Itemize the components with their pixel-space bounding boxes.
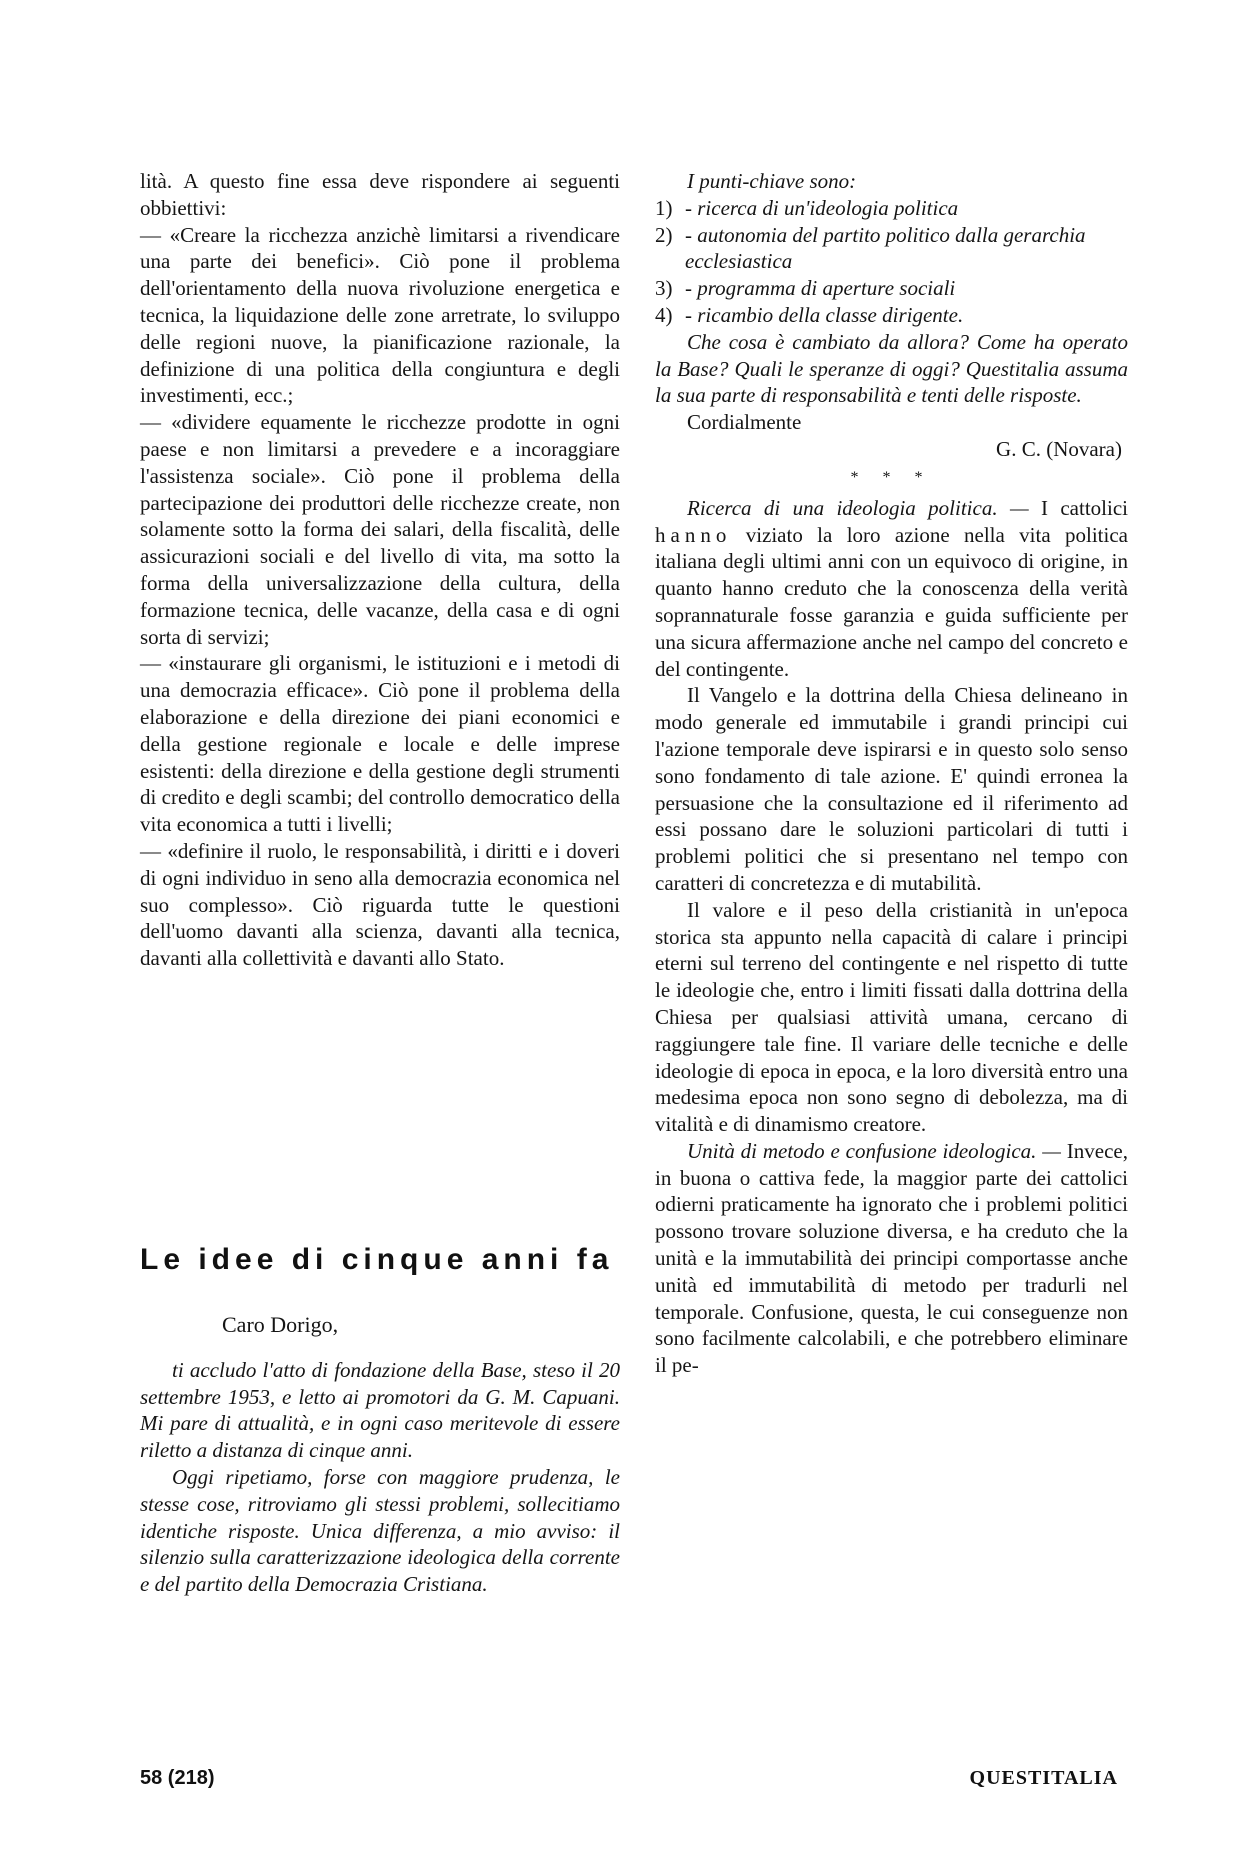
objective-item-3: — «instaurare gli organismi, le istituzioni e i metodi di una democrazia efficace». Ciò pone il problema della elaborazione e della direzione dei piani economici e della gestione regionale e locale e delle imprese esistenti: della direzione e della gestione degli strumenti di credito e degli scambi; del controllo democratico della vita economica a tutti i livelli; — [140, 651, 620, 837]
letter — [140, 1312, 620, 1598]
key-number: 3) — [655, 276, 673, 301]
paragraph-ideology-spaced: hanno — [655, 522, 732, 547]
section-title: Le idee di cinque anni fa — [140, 1243, 614, 1276]
letter-paragraph-1: ti accludo l'atto di fondazione della Base, steso il 20 settembre 1953, e letto ai promotori da G. M. Capuani. Mi pare di attualità, e in ogni caso meritevole di essere riletto a distanza di cinque anni. — [140, 1357, 620, 1463]
paragraph-ideology — [655, 495, 1128, 683]
paragraph-christianity: Il valore e il peso della cristianità in un'epoca storica sta appunto nella capacità di calare i principi eterni sul terreno del contingente e nel rispetto di tutte le ideologie che, entro i limiti fissati dalla dottrina della Chiesa per qualsiasi attività umana, cercano di raggiungere tale fine. Il variare delle tecniche e delle ideologie di epoca in epoca, e la loro diversità entro una medesima epoca non sono segno di debolezza, ma di vitalità e di dinamismo creatore. — [655, 897, 1128, 1137]
left-intro: lità. A questo fine essa deve rispondere ai seguenti obbiettivi: — [140, 169, 620, 220]
objective-item-4: — «definire il ruolo, le responsabilità, i diritti e i doveri di ogni individuo in seno alla democrazia economica nel suo complesso». Ciò riguarda tutte le questioni dell'uomo davanti alla scienza, davanti alla tecnica, davanti alla collettività e davanti allo Stato. — [140, 838, 620, 971]
objective-item-1: — «Creare la ricchezza anzichè limitarsi a rivendicare una parte dei benefici». Ciò pone il problema dell'orientamento della nuova rivoluzione energetica e tecnica, la liquidazione delle zone arretrate, lo sviluppo delle regioni nuove, la pianificazione razionale, la definizione di una politica della congiuntura e degli investimenti, ecc.; — [140, 222, 620, 408]
paragraph-ideology-heading: Ricerca di una ideologia politica. — — [687, 495, 1029, 520]
key-text: - ricerca di un'ideologia politica — [685, 195, 959, 220]
closing: Cordialmente — [687, 410, 802, 435]
separator: * * * — [850, 468, 933, 486]
page-number: 58 (218) — [140, 1767, 215, 1789]
key-point — [655, 222, 1128, 276]
questions-paragraph: Che cosa è cambiato da allora? Come ha operato la Base? Quali le speranze di oggi? Questitalia assuma la sua parte di responsabilità e tenti delle risposte. — [655, 329, 1128, 408]
letter-paragraph-2: Oggi ripetiamo, forse con maggiore prudenza, le stesse cose, ritroviamo gli stessi problemi, sollecitiamo identiche risposte. Unica differenza, a mio avviso: il silenzio sulla caratterizzazione ideologica della corrente e del partito della Democrazia Cristiana. — [140, 1464, 620, 1597]
keys-intro: I punti-chiave sono: — [687, 169, 857, 193]
key-point — [655, 275, 1128, 302]
key-text: - autonomia del partito politico dalla gerarchia ecclesiastica — [685, 222, 1086, 274]
key-text: - ricambio della classe dirigente. — [685, 302, 964, 327]
paragraph-gospel: Il Vangelo e la dottrina della Chiesa delineano in modo generale ed immutabile i grandi principi cui l'azione temporale deve ispirarsi e in questo solo senso sono fondamento di tale azione. E' quindi erronea la persuasione che la consultazione ed il riferimento ad essi possano dare le soluzioni particolari di tutti i problemi politici che si presentano nel tempo con caratteri di concretezza e di mutabilità. — [655, 683, 1128, 895]
key-number: 4) — [655, 302, 673, 327]
objective-item-2: — «dividere equamente le ricchezze prodotte in ogni paese e non limitarsi a prevedere e a incoraggiare l'assistenza sociale». Ciò pone il problema della partecipazione dei produttori delle ricchezze create, non solamente sotto la forma dei salari, della fiscalità, delle assicurazioni sociali e del livello di vita, ma sotto la forma della universalizzazione della cultura, della formazione tecnica, delle vacanze, della casa e di ogni sorta di servizi; — [140, 410, 620, 649]
signature: G. C. (Novara) — [996, 436, 1122, 461]
paragraph-method — [655, 1138, 1128, 1379]
letter-greeting: Caro Dorigo, — [222, 1312, 339, 1337]
left-column — [140, 168, 620, 972]
paragraph-ideology-lead: I cattolici — [1041, 495, 1128, 520]
key-number: 1) — [655, 195, 673, 220]
key-number: 2) — [655, 222, 673, 247]
key-text: - programma di aperture sociali — [685, 276, 956, 301]
paragraph-method-text: Invece, in buona o cattiva fede, la maggior parte dei cattolici odierni praticamente ha ignorato che i problemi politici possono trovare soluzione diversa, e ha creduto che la unità e la immutabilità dei principi comportasse anche unità ed immutabilità di metodo per tradurli nel temporale. Confusione, questa, le cui conseguenze non sono facilmente calcolabili, e che potrebbero eliminare il pe- — [655, 1138, 1128, 1378]
right-column — [655, 168, 1128, 1379]
magazine-name: QUESTITALIA — [969, 1767, 1118, 1789]
paragraph-method-heading: Unità di metodo e confusione ideologica. — — [687, 1138, 1061, 1163]
key-point — [655, 302, 1128, 329]
key-point — [655, 195, 1128, 222]
paragraph-ideology-text: viziato la loro azione nella vita politica italiana degli ultimi anni con un equivoco di origine, in quanto hanno creduto che la conoscenza della verità soprannaturale fosse garanzia e guida sufficiente per una sicura affermazione anche nel campo del concreto e del contingente. — [655, 522, 1128, 681]
